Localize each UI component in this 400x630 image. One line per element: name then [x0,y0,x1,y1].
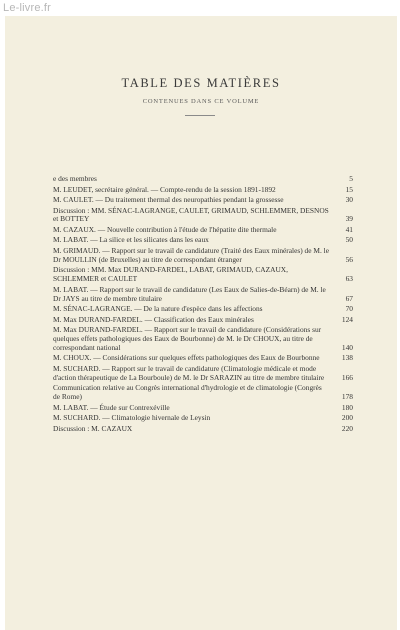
toc-entry-text: M. GRIMAUD. — Rapport sur le travail de candidature (Traité des Eaux minérales) de M. le Dr MOULLIN (de Bruxelles) au titre de correspondant étranger [53,245,329,264]
toc-entry [53,384,353,402]
toc-entry-page: 138 [341,353,353,363]
toc-entry [53,316,353,325]
toc-entry-page: 30 [345,195,353,204]
toc-entry-page: 140 [341,342,353,352]
toc-entry [53,247,353,265]
page-subtitle: CONTENUES DANS CE VOLUME [142,98,260,105]
toc-entry-page: 178 [341,392,353,402]
toc-entry-text: M. LABAT. — Rapport sur le travail de candidature (Les Eaux de Salies-de-Béarn) de M. le Dr JAYS au titre de membre titulaire [53,284,326,303]
toc-entry-text: M. CHOUX. — Considérations sur quelques effets pathologiques des Eaux de Bourbonne [53,353,320,363]
toc-entry [53,186,353,195]
toc-entry-text: M. CAZAUX. — Nouvelle contribution à l'étude de l'hépatite dite thermale [53,224,277,234]
toc-entry-page: 63 [345,274,353,284]
toc-entry-text: M. LEUDET, secrétaire général. — Compte-rendu de la session 1891-1892 [53,184,276,194]
toc-entry-page: 124 [341,314,353,324]
toc-entry [53,236,353,245]
toc-entry [53,365,353,383]
toc-entry-page: 67 [345,293,353,303]
table-of-contents [53,175,353,435]
toc-entry-text: Discussion : M. CAZAUX [53,423,133,433]
toc-entry-text: Discussion : MM. SÉNAC-LAGRANGE, CAULET, GRIMAUD, SCHLEMMER, DESNOS et BOTTEY [53,205,329,224]
toc-entry-text: M. SUCHARD. — Rapport sur le travail de candidature (Climatologie médicale et mode d'action thérapeutique de La Bourboule) de M. le Dr SARAZIN au titre de membre titulaire [53,363,325,382]
toc-entry-page: 41 [345,224,353,234]
toc-entry-text: M. CAULET. — Du traitement thermal des neuropathies pendant la grossesse [53,195,284,204]
toc-entry [53,286,353,304]
toc-entry-text: Communication relative au Congrès international d'hydrologie et de climatologie (Congrès de Rome) [53,383,322,402]
toc-entry-text: M. SÉNAC-LAGRANGE. — De la nature d'espèce dans les affections [53,304,263,314]
toc-entry-text: e des membres [53,174,97,183]
toc-entry [53,226,353,235]
toc-entry-page: 70 [345,304,353,314]
toc-entry [53,404,353,413]
toc-entry-page: 56 [345,254,353,264]
toc-entry [53,207,353,225]
toc-entry-page: 180 [341,402,353,412]
toc-entry [53,305,353,314]
toc-entry-text: Discussion : MM. Max DURAND-FARDEL, LABAT, GRIMAUD, CAZAUX, SCHLEMMER et CAULET [53,265,288,284]
toc-entry [53,196,353,205]
toc-entry [53,175,353,184]
toc-entry-page: 15 [345,184,353,194]
toc-entry-page: 220 [341,423,353,433]
book-page [5,16,397,630]
toc-entry [53,354,353,363]
toc-entry-text: M. LABAT. — La silice et les silicates dans les eaux [53,235,209,245]
toc-entry-page: 5 [349,174,353,183]
toc-entry-text: M. Max DURAND-FARDEL. — Rapport sur le travail de candidature (Considérations sur quelques effets pathologiques des Eaux de Bourbonne) de M. le Dr CHOUX, au titre de correspondant national [53,325,322,352]
toc-entry-text: M. LABAT. — Étude sur Contrexéville [53,402,170,412]
toc-entry-text: M. SUCHARD. — Climatologie hivernale de Leysin [53,413,211,423]
toc-entry-page: 200 [341,413,353,423]
toc-entry [53,326,353,353]
toc-entry-page: 166 [341,372,353,382]
title-divider [185,115,215,116]
toc-entry-page: 39 [345,214,353,224]
watermark-text: Le-livre.fr [3,2,52,14]
toc-entry [53,414,353,423]
toc-entry-page: 50 [345,235,353,245]
page-title: TABLE DES MATIÈRES [121,76,281,90]
toc-entry [53,425,353,434]
toc-entry-text: M. Max DURAND-FARDEL. — Classification des Eaux minérales [53,314,254,324]
toc-entry [53,266,353,284]
